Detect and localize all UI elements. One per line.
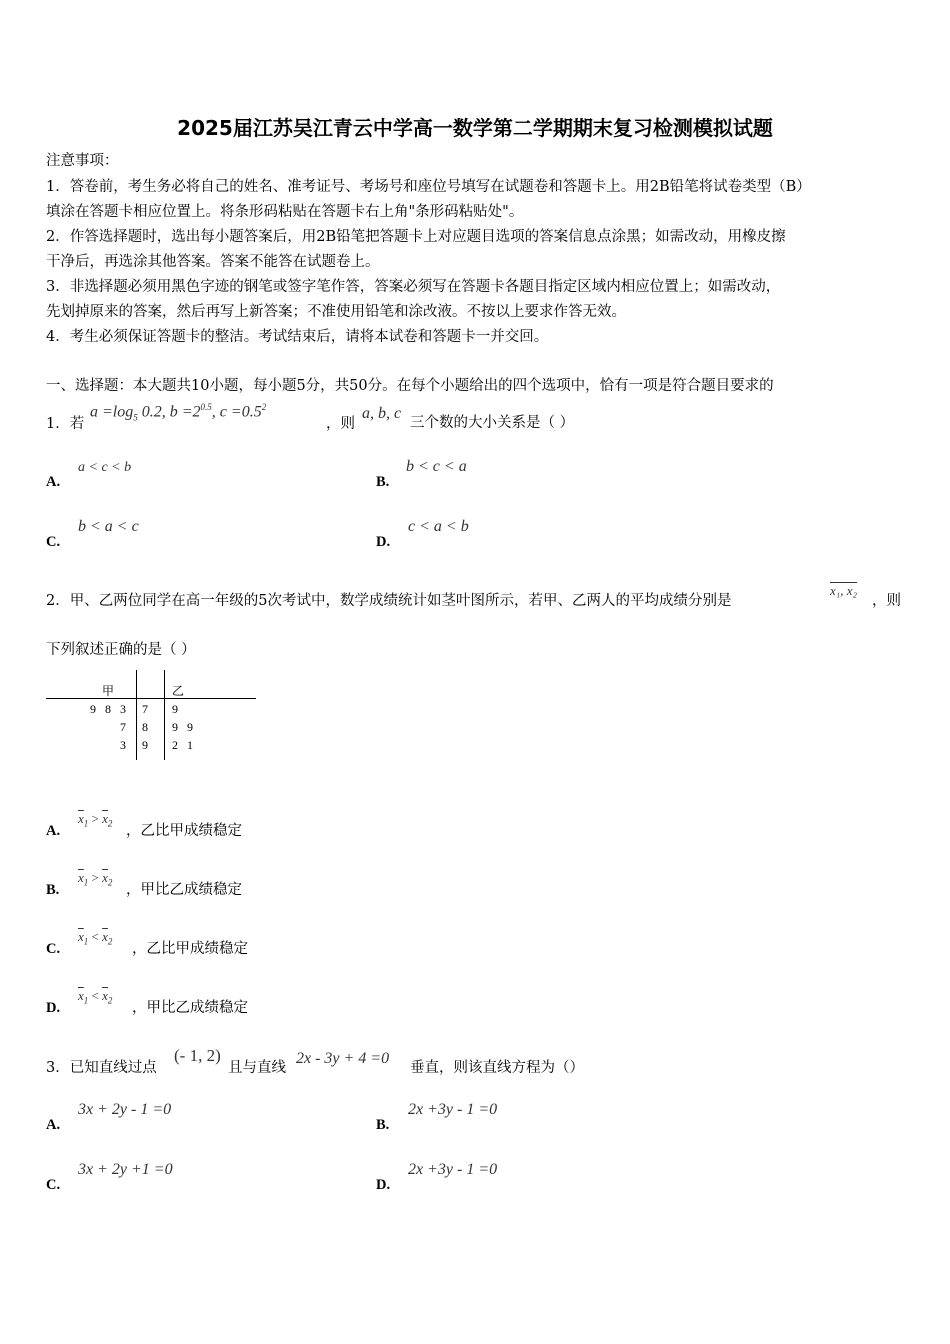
- leaf-right: 9 9: [172, 720, 193, 734]
- subscript: 2: [107, 818, 113, 829]
- subscript: 1: [83, 877, 89, 888]
- option-label: B.: [376, 1117, 390, 1133]
- question-number: 3．已知直线过点: [46, 1060, 157, 1076]
- option-a-formula: 3x + 2y - 1 =0: [78, 1101, 172, 1118]
- option-b-formula: b < c < a: [406, 458, 467, 475]
- notice-line: 先划掉原来的答案，然后再写上新答案；不准使用铅笔和涂改液。不按以上要求作答无效。: [46, 304, 626, 320]
- comparison-op: >: [91, 811, 99, 826]
- mean-variables: [830, 583, 857, 599]
- option-label: B.: [376, 474, 390, 490]
- option-d-formula: [78, 988, 112, 1006]
- notice-line: 2．作答选择题时，选出每小题答案后，用2B铅笔把答题卡上对应题目选项的答案信息点涂黑；如需改动，用橡皮擦: [46, 229, 786, 245]
- option-text: ，甲比乙成绩稳定: [132, 1000, 248, 1016]
- comparison-op: <: [91, 929, 99, 944]
- subscript: 1: [83, 995, 89, 1006]
- leaf-right: 2 1: [172, 738, 193, 752]
- stem-value: 9: [142, 738, 148, 752]
- mean-x2: $\overline{x}$: [102, 929, 108, 944]
- leaf-left: 9 8 3: [90, 702, 126, 716]
- subscript: 2: [107, 995, 113, 1006]
- section-heading: 一、选择题：本大题共10小题，每小题5分，共50分。在每个小题给出的四个选项中，恰有一项是符合题目要求的: [46, 378, 774, 394]
- option-c-formula: [78, 929, 112, 947]
- option-d-formula: c < a < b: [408, 518, 469, 535]
- option-label: A.: [46, 474, 61, 490]
- option-label: A.: [46, 1117, 61, 1133]
- option-c-formula: 3x + 2y +1 =0: [78, 1161, 173, 1178]
- notice-line: 填涂在答题卡相应位置上。将条形码粘贴在答题卡右上角"条形码粘贴处"。: [46, 204, 524, 220]
- plot-divider: [136, 670, 137, 760]
- log-base: 5: [133, 412, 138, 423]
- leaf-right: 9: [172, 702, 178, 716]
- line-formula: 2x - 3y + 4 =0: [296, 1050, 390, 1067]
- plot-header-line: [46, 698, 256, 699]
- option-label: D.: [46, 1000, 61, 1016]
- subscript: 2: [107, 877, 113, 888]
- option-text: ，乙比甲成绩稳定: [126, 823, 242, 839]
- formula-part: 0.2, b =2: [137, 403, 201, 421]
- leaf-left: 3: [120, 738, 126, 752]
- leaf-left: 7: [120, 720, 126, 734]
- option-c-formula: b < a < c: [78, 518, 139, 535]
- variables: a, b, c: [362, 405, 402, 422]
- option-label: C.: [46, 1177, 61, 1193]
- option-b-formula: 2x +3y - 1 =0: [408, 1101, 498, 1118]
- question-number: 1．若: [46, 416, 85, 432]
- question-text: ，则: [872, 593, 901, 609]
- option-label: C.: [46, 534, 61, 550]
- mean-x2: $\overline{x}$: [102, 811, 108, 826]
- question-text: 下列叙述正确的是（ ）: [46, 642, 196, 658]
- option-a-formula: a < c < b: [78, 460, 132, 475]
- plot-divider: [164, 670, 165, 760]
- option-label: D.: [376, 1177, 391, 1193]
- notice-line: 干净后，再选涂其他答案。答案不能答在试题卷上。: [46, 254, 380, 270]
- option-label: D.: [376, 534, 391, 550]
- formula-part: , c =0.5: [211, 403, 262, 421]
- subscript: 1: [83, 818, 89, 829]
- notice-heading: 注意事项：: [46, 153, 119, 169]
- mean-x2: $\overline{x}$: [102, 988, 108, 1003]
- mean-var: x₁, x₂: [830, 583, 858, 598]
- mean-x1: $\overline{x}$: [78, 811, 84, 826]
- page-title: 2025届江苏吴江青云中学高一数学第二学期期末复习检测模拟试题: [177, 116, 773, 140]
- question-text: 垂直，则该直线方程为（）: [410, 1060, 584, 1076]
- notice-line: 4．考生必须保证答题卡的整洁。考试结束后，请将本试卷和答题卡一并交回。: [46, 329, 549, 345]
- mean-x1: $\overline{x}$: [78, 870, 84, 885]
- header-right: 乙: [172, 684, 185, 698]
- option-label: C.: [46, 941, 61, 957]
- comparison-op: <: [91, 988, 99, 1003]
- point-formula: (- 1, 2): [174, 1046, 221, 1065]
- option-a-formula: [78, 811, 112, 829]
- option-d-formula: 2x +3y - 1 =0: [408, 1161, 498, 1178]
- option-label: A.: [46, 823, 61, 839]
- question-text: 三个数的大小关系是（ ）: [410, 415, 575, 431]
- stem-leaf-plot: [46, 670, 256, 760]
- question-text: 2．甲、乙两位同学在高一年级的5次考试中，数学成绩统计如茎叶图所示，若甲、乙两人的平均成绩分别是: [46, 593, 732, 609]
- notice-line: 1．答卷前，考生务必将自己的姓名、准考证号、考场号和座位号填写在试题卷和答题卡上。用2B铅笔将试卷类型（B）: [46, 179, 811, 195]
- option-text: ，乙比甲成绩稳定: [132, 941, 248, 957]
- question-text: 且与直线: [228, 1060, 286, 1076]
- header-left: 甲: [102, 684, 115, 698]
- subscript: 1: [83, 936, 89, 947]
- option-label: B.: [46, 882, 60, 898]
- exponent: 2: [261, 402, 267, 412]
- stem-value: 8: [142, 720, 148, 734]
- stem-value: 7: [142, 702, 148, 716]
- exponent: 0.5: [200, 402, 212, 412]
- mean-x2: $\overline{x}$: [102, 870, 108, 885]
- notice-line: 3．非选择题必须用黑色字迹的钢笔或签字笔作答，答案必须写在答题卡各题目指定区域内相应位置上；如需改动，: [46, 279, 781, 295]
- formula-part: a =log: [90, 403, 134, 421]
- mean-x1: $\overline{x}$: [78, 988, 84, 1003]
- option-b-formula: [78, 870, 112, 888]
- subscript: 2: [107, 936, 113, 947]
- option-text: ，甲比乙成绩稳定: [126, 882, 242, 898]
- mean-x1: $\overline{x}$: [78, 929, 84, 944]
- question-text: ，则: [326, 416, 355, 432]
- comparison-op: >: [91, 870, 99, 885]
- condition-formula: [90, 402, 266, 423]
